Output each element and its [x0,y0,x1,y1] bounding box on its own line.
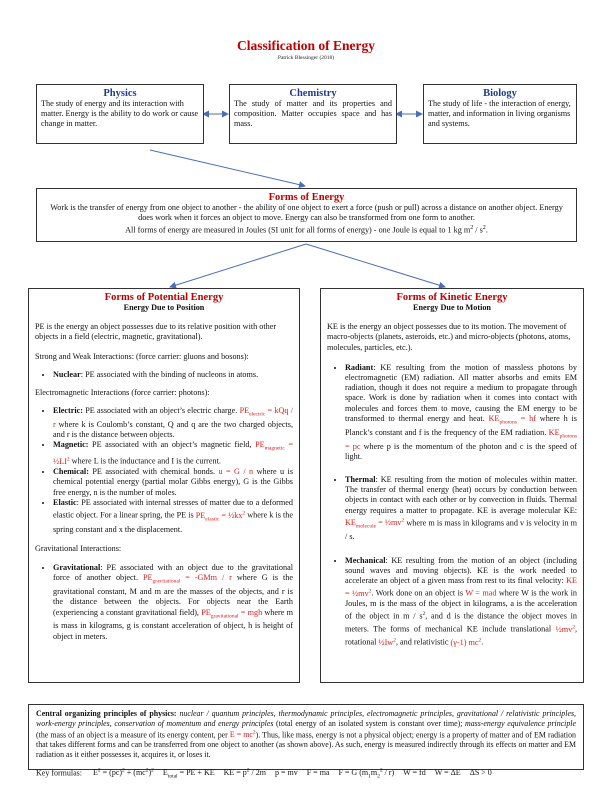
key-formula: $E^2 = (pc)^2 + (mc^2)^2$ [93,767,154,778]
physics-text: The study of energy and its interaction with matter. Energy is the ability to do work or cause change in matter. [41,99,199,129]
arrow-forms-kinetic [306,244,445,287]
kinetic-intro: KE is the energy an object possesses due to its motion. The movement of macro-objects (planets, asteroids, etc.) and micro-objects (photons, atoms, molecules, particles, etc.). [327,322,571,352]
thermal-item: • Thermal: KE resulting from the motion of molecules within matter. The transfer of thermal energy (heat) occurs by conduction between objects in contact with each other or by convection in fluids. Thermal energy requires a matter to propagate. KE is average molecular KE: $KE_{molecule}$ = $\frac{1}{2}mv^2$ where m is mass in kilograms and v is velocity in m / s. [345,475,577,543]
biology-title: Biology [483,88,517,99]
mechanical-item: • Mechanical: KE resulting from the motion of an object (including sound waves and moving objects). KE is the work needed to accelerate an object of a given mass from rest to its final velocity: KE = $\frac{1}{2}mv^2$. Work done on an object is W = mad where W is the work in Joules, m is the mass of the object in kilograms, a is the acceleration of the object in m / $s^2$, and d is the distance the object moves in meters. The forms of mechanical KE include translational $\frac{1}{2}mv^2$, rotational ½Iw$^2$, and relativistic (γ-1) $mc^2$. [345,556,577,649]
potential-intro: PE is the energy an object possesses due to its relative position with other objects in a field (electric, magnetic, gravitational). [35,322,277,342]
em-heading: Electromagnetic Interactions (force carrier: photons): [35,388,210,398]
kinetic-title: Forms of Kinetic Energy [396,292,508,303]
key-formulas-label: Key formulas: [36,768,82,778]
chemistry-text: The study of matter and its properties and composition. Matter occupies space and has mass. [234,99,392,129]
chemistry-title: Chemistry [289,88,337,99]
key-formula: $E_{total}$ = PE + KE [162,768,215,780]
forms-of-energy-box [36,188,577,242]
key-formula: W = fd [403,768,426,778]
arrow-forms-potential [170,244,306,287]
kinetic-subtitle: Energy Due to Motion [412,303,491,312]
forms-text-1: Work is the transfer of energy from one object to another - the ability of one object to exert a force (push or pull) across a distance on another object. Energy does work when it forces an object to move. Energy can also be transformed from one form to another. [50,203,563,223]
electric-item: • Electric: PE associated with an object’s electric charge. $PE_{electric}$ = kQq / r where k is Coulomb’s constant, Q and q are the two charged objects, and r is the distance between objects. [53,406,293,440]
page-title: Classification of Energy [237,38,375,53]
key-formula: KE = $p^2 / 2m$ [223,767,266,778]
radiant-item: • Radiant: KE resulting from the motion of massless photons by electromagnetic (EM) radiation. All matter absorbs and emits EM radiation, though it does not require a medium to propagate through space. Work is done by radiation when it comes into contact with molecules and forces them to move, causing the EM energy to be transformed to thermal energy and heat. $KE_{photons}$ = hf where h is Planck’s constant and f is the frequency of the EM radiation. $KE_{photons}$ = pc where p is the momentum of the photon and c is the speed of light. [345,363,577,462]
physics-title: Physics [103,88,137,99]
elastic-item: • Elastic: PE associated with internal stresses of matter due to a deformed elastic object. For a linear spring, the PE is $PE_{elastic}$ = $\frac{1}{2}kx^2$ where k is the spring constant and x the displacement. [53,498,293,535]
gravitational-item: • Gravitational: PE associated with an object due to the gravitational force of another object. $PE_{gravitational} = -GMm / r$ where G is the gravitational constant, M and m are the masses of the objects, and r is the distance between the objects. For objects near the Earth (experiencing a constant gravitational field), $PE_{gravitational}$ = mgh where m is mass in kilograms, g is constant acceleration of object, h is height of object in meters. [53,563,293,642]
potential-subtitle: Energy Due to Position [123,303,205,312]
magnetic-item: • Magnetic: PE associated with an object’s magnetic field, $PE_{magnetic}$ = $\frac{1}{2}LI^2$ where L is the inductance and I is the current. [53,440,293,467]
principles-box [28,704,584,780]
nuclear-item: • Nuclear: PE associated with the binding of nucleons in atoms. [53,370,293,380]
grav-heading: Gravitational Interactions: [35,543,122,553]
chemistry-box [229,84,397,144]
biology-box [423,84,577,144]
key-formula: p = mv [275,768,298,778]
strong-weak-heading: Strong and Weak Interactions: (force carrier: gluons and bosons): [35,351,249,361]
kinetic-energy-box [320,288,584,683]
chemical-item: • Chemical: PE associated with chemical bonds. u = G / n where u is chemical potential energy (partial molar Gibbs energy), G is the Gibbs free energy, n is the number of moles. [53,467,293,498]
key-formulas [36,766,576,782]
forms-title: Forms of Energy [268,192,345,203]
key-formula: F = G $(m_1m_2^2 / r)$ [338,767,395,780]
author-credit: Patrick Blessinger (2018) [277,55,335,61]
arrow-physics-forms [150,150,305,186]
potential-energy-box [28,288,300,683]
principles-text: Central organizing principles of physics: nuclear / quantum principles, thermodynamic principles, electromagnetic principles, gravitational / relativistic principles, work-energy principles, conservation of momentum and energy principles (total energy of an isolated system is constant over time); mass-energy equivalence principle (the mass of an object is a measure of its energy content, per $E = mc^2$). Thus, like mass, energy is not a physical object; energy is a property of matter and of EM radiation that takes different forms and can be transferred from one object to another (as shown above). As such, energy is measured indirectly through its effects on matter and EM radiation as it either possesses it, acquires it, or loses it. [36,709,576,759]
key-formula: ΔS > 0 [469,768,492,778]
potential-title: Forms of Potential Energy [104,292,224,303]
forms-text-2: All forms of energy are measured in Joules (SI unit for all forms of energy) - one Joule is equal to 1 kg $m^2 / s^2$. [125,225,488,236]
biology-text: The study of life - the interaction of energy, matter, and information in living organisms and systems. [428,99,571,129]
key-formula: F = ma [306,768,330,778]
key-formula: W = ΔE [434,768,461,778]
physics-box [36,84,204,144]
